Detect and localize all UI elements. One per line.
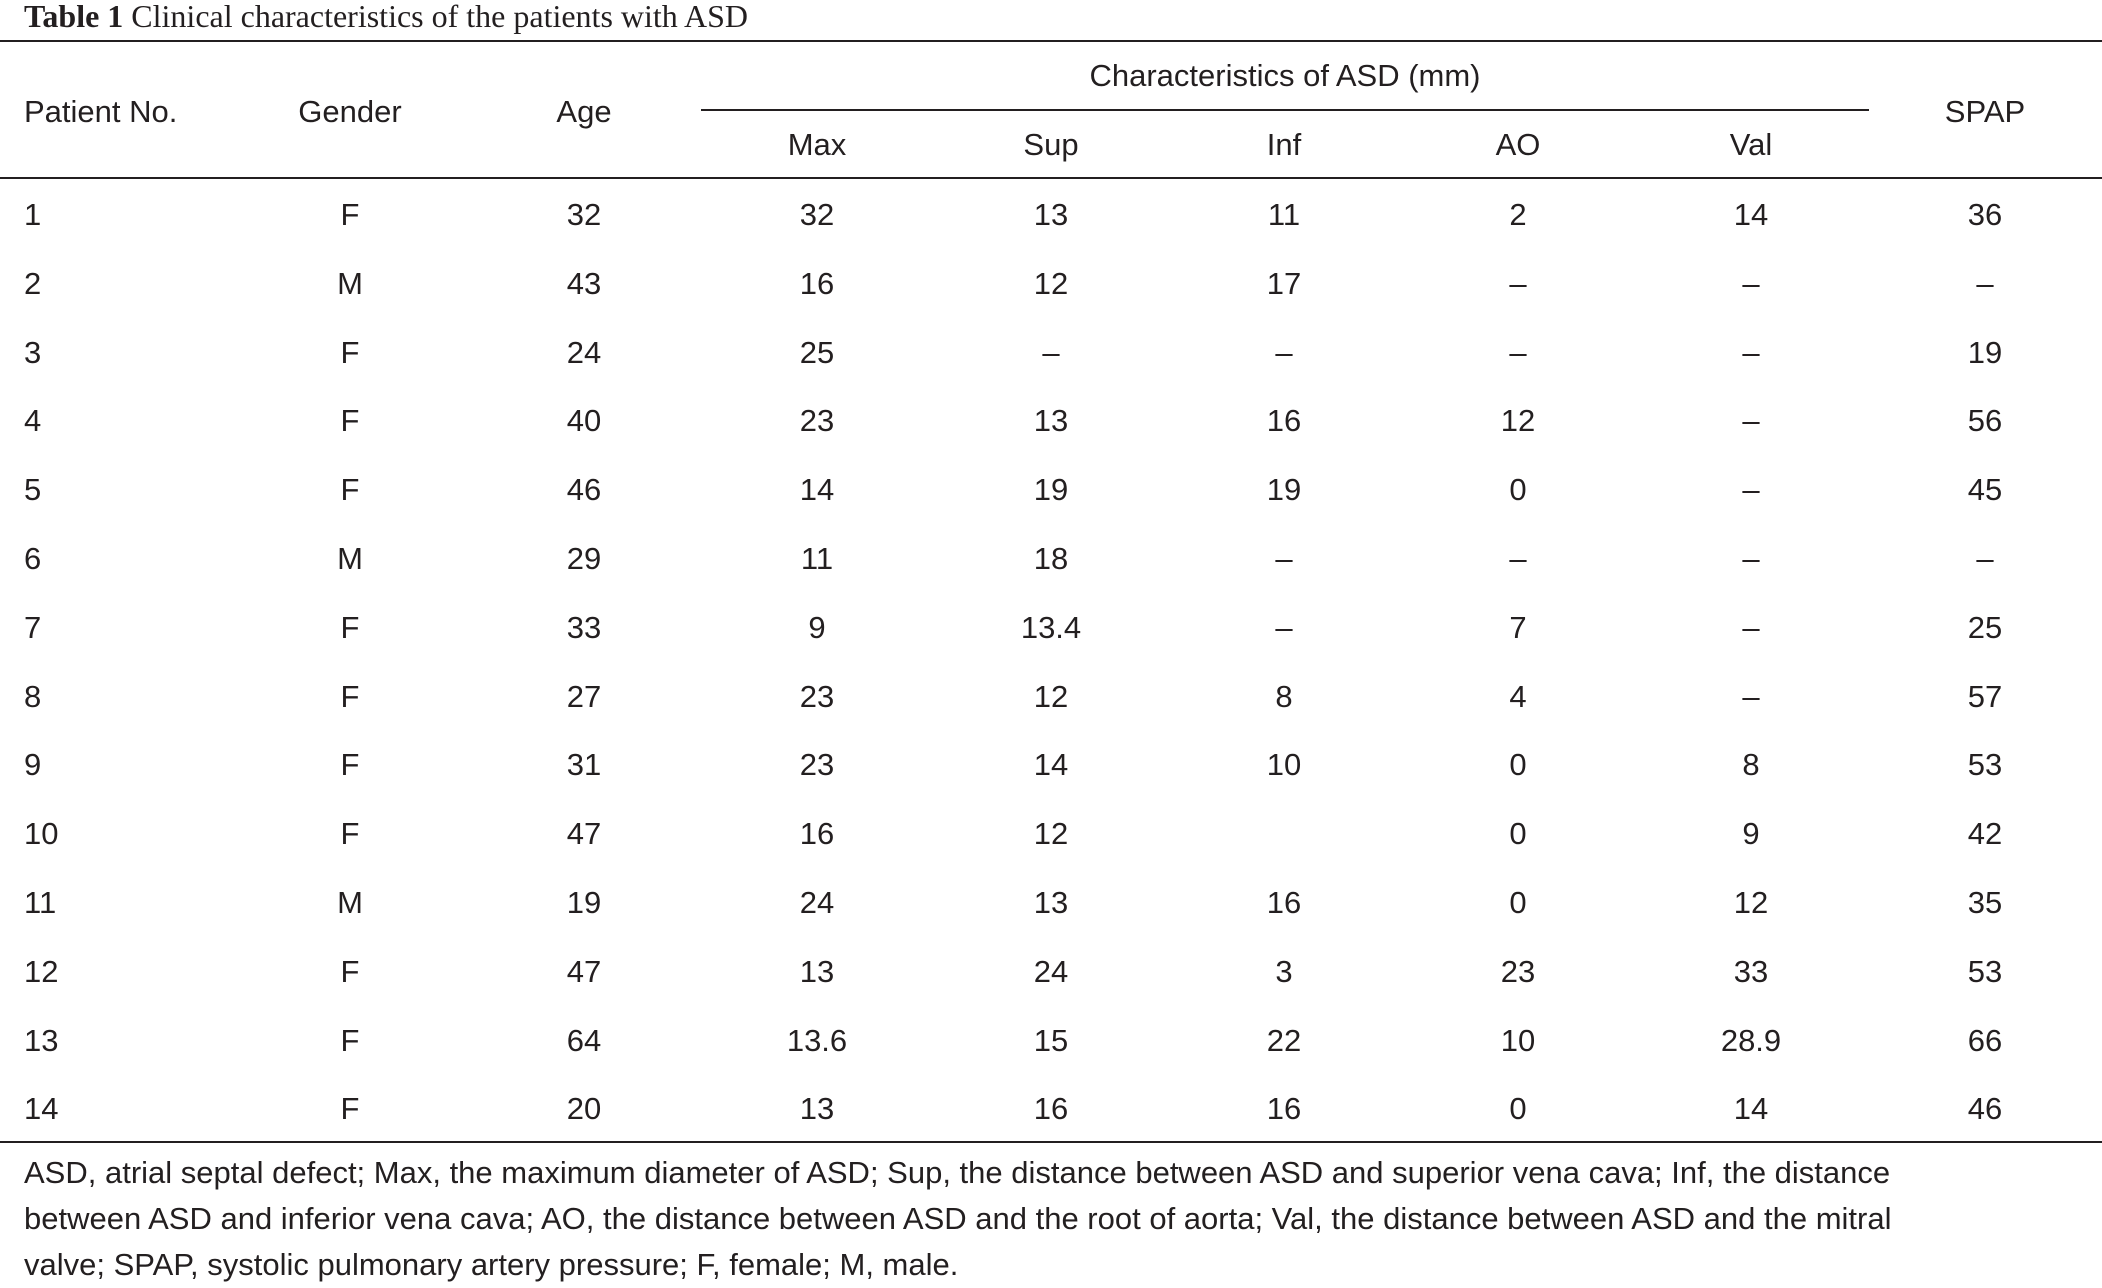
- cell-ao: 0: [1509, 747, 1527, 783]
- footnote-line-1: ASD, atrial septal defect; Max, the maximum diameter of ASD; Sup, the distance between ASD and superior vena cava; Inf, the distance: [24, 1155, 1891, 1190]
- cell-gender: F: [340, 1091, 360, 1127]
- cell-sup: 13: [1033, 403, 1069, 439]
- cell-max: 11: [800, 541, 834, 576]
- cell-age: 31: [566, 747, 602, 783]
- cell-gender: F: [340, 472, 360, 508]
- cell-sup: 13: [1033, 197, 1069, 232]
- cell-sup: –: [1042, 334, 1060, 370]
- cell-age: 43: [566, 265, 602, 301]
- table-row: [0, 1006, 2102, 1075]
- cell-age: 47: [566, 816, 602, 852]
- cell-spap: 66: [1967, 1022, 2003, 1058]
- cell-age: 29: [566, 541, 602, 576]
- caption-label: Table 1: [24, 0, 124, 34]
- cell-val: 28.9: [1720, 1022, 1782, 1058]
- table-row: [0, 662, 2102, 731]
- table-row: [0, 318, 2102, 387]
- cell-max: 13: [799, 953, 835, 989]
- cell-patient-no: 6: [24, 541, 42, 576]
- cell-patient-no: 12: [24, 953, 59, 989]
- header-gender: Gender: [298, 94, 402, 129]
- cell-spap: 46: [1967, 1091, 2003, 1127]
- cell-ao: 0: [1509, 816, 1527, 852]
- bottom-rule: [0, 1141, 2102, 1143]
- cell-age: 19: [566, 885, 602, 920]
- cell-val: 12: [1733, 885, 1769, 920]
- table-row: [0, 180, 2102, 249]
- table-row: [0, 593, 2102, 662]
- cell-val: 14: [1733, 197, 1769, 232]
- table-row: [0, 386, 2102, 455]
- cell-spap: 19: [1967, 334, 2003, 370]
- cell-val: –: [1742, 678, 1760, 714]
- cell-gender: F: [340, 678, 360, 714]
- cell-val: –: [1742, 609, 1760, 645]
- cell-spap: 25: [1967, 609, 2003, 645]
- cell-max: 32: [799, 197, 835, 232]
- cell-patient-no: 10: [24, 816, 59, 852]
- cell-max: 25: [799, 334, 835, 370]
- cell-ao: 0: [1509, 1091, 1527, 1127]
- cell-spap: 42: [1967, 816, 2003, 852]
- cell-sup: 12: [1033, 678, 1069, 714]
- cell-inf: 11: [1267, 197, 1301, 232]
- cell-inf: 10: [1266, 747, 1302, 783]
- cell-ao: 10: [1500, 1022, 1536, 1058]
- cell-max: 16: [799, 265, 835, 301]
- cell-spap: 45: [1967, 472, 2003, 508]
- cell-max: 23: [799, 403, 835, 439]
- table-row: [0, 799, 2102, 868]
- cell-max: 9: [808, 609, 826, 645]
- header-age: Age: [556, 94, 612, 129]
- cell-gender: F: [340, 816, 360, 852]
- cell-max: 23: [799, 678, 835, 714]
- cell-sup: 18: [1033, 541, 1069, 576]
- cell-sup: 15: [1033, 1022, 1069, 1058]
- cell-spap: 36: [1967, 197, 2003, 232]
- cell-gender: M: [337, 541, 363, 576]
- cell-sup: 14: [1033, 747, 1069, 783]
- header-patient-no: Patient No.: [24, 94, 178, 129]
- cell-patient-no: 8: [24, 678, 42, 714]
- table-row: [0, 1074, 2102, 1143]
- cell-gender: F: [340, 334, 360, 370]
- cell-spap: 35: [1967, 885, 2003, 920]
- cell-spap: –: [1976, 541, 1994, 576]
- cell-val: 9: [1742, 816, 1760, 852]
- cell-patient-no: 7: [24, 609, 42, 645]
- top-rule: [0, 40, 2102, 42]
- header-inf: Inf: [1266, 127, 1302, 162]
- cell-sup: 24: [1033, 953, 1069, 989]
- cell-age: 32: [566, 197, 602, 232]
- cell-sup: 12: [1033, 816, 1069, 852]
- cell-inf: 16: [1266, 403, 1302, 439]
- table-row: [0, 730, 2102, 799]
- cell-ao: 0: [1509, 472, 1527, 508]
- cell-patient-no: 4: [24, 403, 42, 439]
- cell-sup: 16: [1033, 1091, 1069, 1127]
- header-rule: [0, 177, 2102, 179]
- cell-inf: –: [1275, 609, 1293, 645]
- cell-ao: 0: [1509, 885, 1527, 920]
- cell-max: 13: [799, 1091, 835, 1127]
- cell-gender: M: [337, 265, 363, 301]
- cell-max: 23: [799, 747, 835, 783]
- cell-inf: –: [1275, 541, 1293, 576]
- cell-max: 14: [799, 472, 835, 508]
- cell-patient-no: 5: [24, 472, 42, 508]
- header-spap: SPAP: [1944, 94, 2026, 129]
- cell-patient-no: 3: [24, 334, 42, 370]
- cell-val: –: [1742, 541, 1760, 576]
- cell-gender: F: [340, 197, 360, 232]
- cell-ao: –: [1509, 334, 1527, 370]
- header-val: Val: [1729, 127, 1773, 162]
- table-row: [0, 937, 2102, 1006]
- cell-age: 47: [566, 953, 602, 989]
- cell-val: –: [1742, 472, 1760, 508]
- cell-age: 46: [566, 472, 602, 508]
- cell-age: 20: [566, 1091, 602, 1127]
- group-span-rule: [701, 109, 1869, 111]
- cell-ao: 7: [1509, 609, 1527, 645]
- cell-spap: 53: [1967, 747, 2003, 783]
- cell-spap: 56: [1967, 403, 2003, 439]
- cell-inf: [1194, 799, 1374, 868]
- cell-patient-no: 13: [24, 1022, 59, 1058]
- table-caption: [24, 0, 748, 36]
- footnote-line-2: between ASD and inferior vena cava; AO, the distance between ASD and the root of aorta; Val, the distance between ASD and the mitral: [24, 1201, 1892, 1236]
- cell-val: 33: [1733, 953, 1769, 989]
- cell-sup: 12: [1033, 265, 1069, 301]
- cell-inf: 17: [1266, 265, 1302, 301]
- cell-sup: 13: [1033, 885, 1069, 920]
- header-group-characteristics: Characteristics of ASD (mm): [1089, 58, 1481, 93]
- cell-age: 40: [566, 403, 602, 439]
- cell-val: –: [1742, 403, 1760, 439]
- cell-age: 24: [566, 334, 602, 370]
- cell-inf: 16: [1266, 1091, 1302, 1127]
- cell-patient-no: 11: [24, 885, 57, 920]
- cell-max: 16: [799, 816, 835, 852]
- cell-age: 27: [566, 678, 602, 714]
- cell-gender: F: [340, 609, 360, 645]
- cell-max: 13.6: [786, 1022, 848, 1058]
- table-footnote: [24, 1150, 2084, 1288]
- cell-gender: F: [340, 1022, 360, 1058]
- cell-spap: –: [1976, 265, 1994, 301]
- cell-age: 64: [566, 1022, 602, 1058]
- header-max: Max: [787, 127, 847, 162]
- cell-val: 8: [1742, 747, 1760, 783]
- cell-spap: 57: [1967, 678, 2003, 714]
- cell-patient-no: 14: [24, 1091, 59, 1127]
- cell-sup: 19: [1033, 472, 1069, 508]
- cell-ao: –: [1509, 541, 1527, 576]
- cell-gender: F: [340, 747, 360, 783]
- cell-inf: 16: [1266, 885, 1302, 920]
- footnote-line-3: valve; SPAP, systolic pulmonary artery pressure; F, female; M, male.: [24, 1247, 959, 1282]
- cell-inf: 8: [1275, 678, 1293, 714]
- caption-text: Clinical characteristics of the patients with ASD: [131, 0, 749, 34]
- table-row: [0, 868, 2102, 937]
- cell-gender: F: [340, 403, 360, 439]
- cell-ao: 12: [1500, 403, 1536, 439]
- table-row: [0, 524, 2102, 593]
- cell-ao: 2: [1509, 197, 1527, 232]
- cell-gender: F: [340, 953, 360, 989]
- cell-patient-no: 1: [24, 197, 42, 232]
- cell-patient-no: 2: [24, 265, 42, 301]
- cell-inf: 3: [1275, 953, 1293, 989]
- cell-patient-no: 9: [24, 747, 42, 783]
- header-sup: Sup: [1023, 127, 1079, 162]
- cell-ao: 4: [1509, 678, 1527, 714]
- cell-age: 33: [566, 609, 602, 645]
- cell-ao: –: [1509, 265, 1527, 301]
- cell-val: 14: [1733, 1091, 1769, 1127]
- cell-max: 24: [799, 885, 835, 920]
- cell-val: –: [1742, 334, 1760, 370]
- cell-val: –: [1742, 265, 1760, 301]
- cell-inf: –: [1275, 334, 1293, 370]
- cell-gender: M: [337, 885, 363, 920]
- table-row: [0, 455, 2102, 524]
- table-row: [0, 249, 2102, 318]
- cell-inf: 19: [1266, 472, 1302, 508]
- header-ao: AO: [1495, 127, 1541, 162]
- cell-spap: 53: [1967, 953, 2003, 989]
- cell-ao: 23: [1500, 953, 1536, 989]
- cell-inf: 22: [1266, 1022, 1302, 1058]
- cell-sup: 13.4: [1020, 609, 1082, 645]
